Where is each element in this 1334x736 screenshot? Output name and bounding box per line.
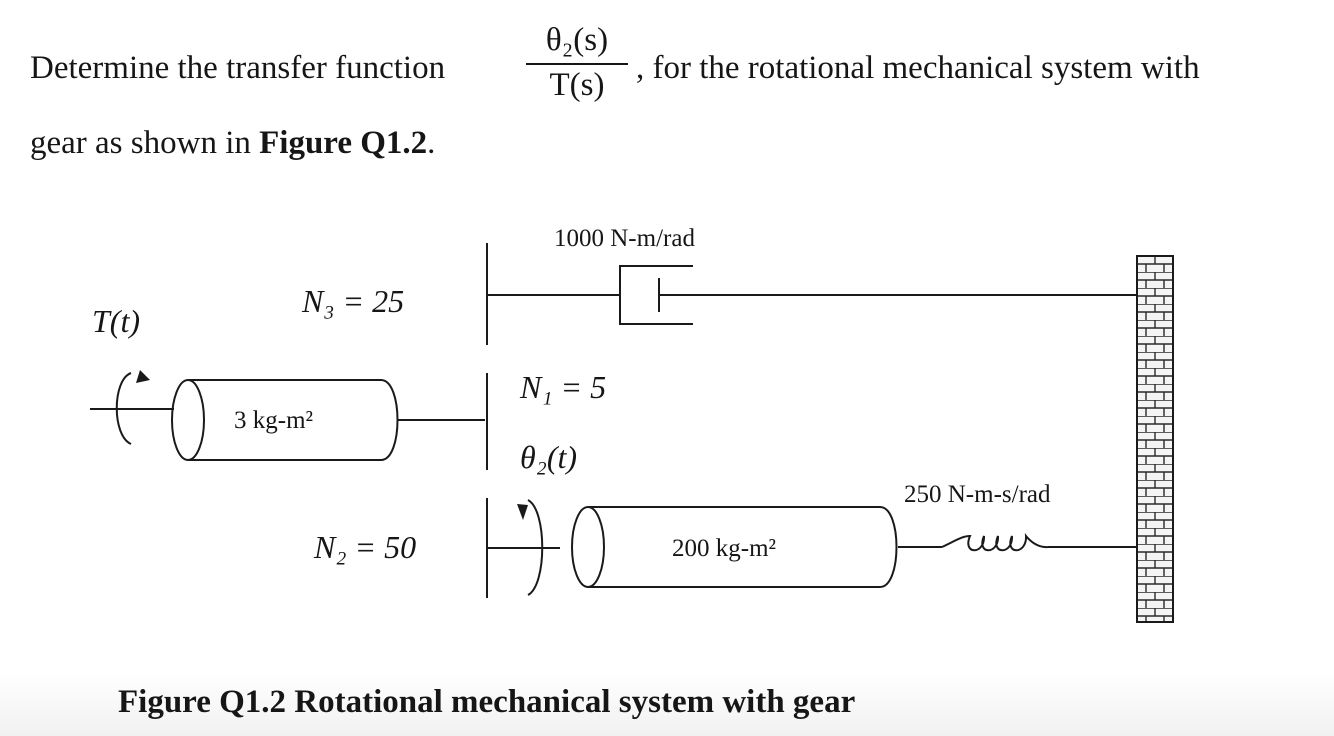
gear-n3-label: N₃ = 25: [302, 283, 405, 319]
fixed-wall: [1137, 256, 1173, 622]
spring-constant-label: 1000 N-m/rad: [554, 225, 695, 252]
gear-n2-label: N₂ = 50: [314, 529, 417, 565]
torque-label: T(t): [92, 303, 140, 339]
inertia-1-label: 3 kg-m²: [234, 407, 314, 434]
question-line2-suffix: .: [427, 125, 436, 161]
input-torque-arrow-icon: [90, 370, 174, 444]
theta2-label: θ₂(t): [520, 439, 578, 475]
torsional-spring: [487, 266, 1137, 324]
figure-reference: Figure Q1.2: [259, 125, 428, 161]
damping-coefficient-label: 250 N-m-s/rad: [904, 481, 1051, 508]
gear-n1-label: N₁ = 5: [520, 369, 607, 405]
viscous-damper: [898, 536, 1137, 550]
question-text-after: , for the rotational mechanical system with: [636, 50, 1200, 86]
fraction-numerator: θ₂(s): [545, 22, 609, 58]
question-line2-prefix: gear as shown in: [30, 125, 260, 161]
fraction-denominator: T(s): [549, 67, 605, 103]
inertia-2-label: 200 kg-m²: [672, 535, 777, 562]
figure-caption: Figure Q1.2 Rotational mechanical system with gear: [118, 684, 856, 720]
question-text-before: Determine the transfer function: [30, 50, 446, 86]
